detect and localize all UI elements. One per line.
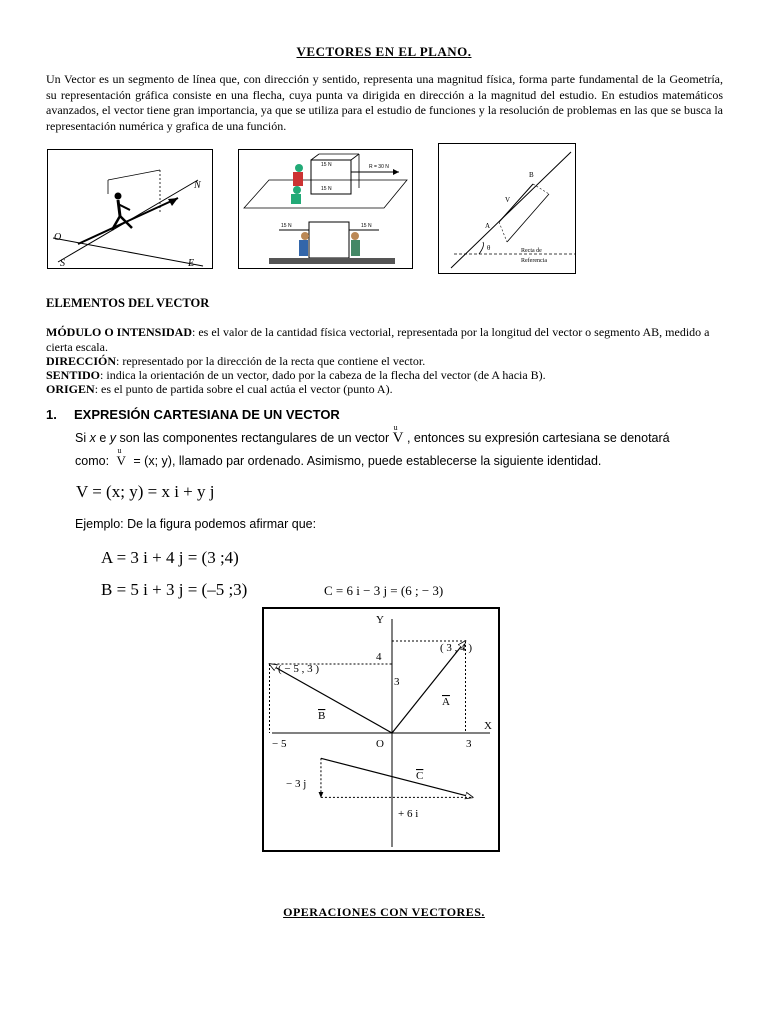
sentido-text: : indica la orientación de un vector, dado por la cabeza de la flecha del vector (de A hacia B). [100, 368, 546, 382]
tick-xneg5: − 5 [272, 738, 287, 750]
section1-line2: como: u V = (x; y), llamado par ordenado. Asimismo, puede establecerse la siguiente identidad. [75, 446, 602, 468]
person2-body [291, 194, 301, 204]
equation-a: A = 3 i + 4 j = (3 ;4) [101, 548, 239, 567]
resultant-head [393, 169, 399, 175]
tick-y4: 4 [376, 651, 382, 663]
label-b: B [529, 171, 534, 179]
figure-vector-reference [438, 143, 576, 274]
section1-title: EXPRESIÓN CARTESIANA DE UN VECTOR [74, 407, 340, 422]
axis-y-label: Y [376, 614, 384, 626]
top-arrow [108, 170, 160, 180]
intro-paragraph: Un Vector es un segmento de línea que, con dirección y sentido, representa una magnitud física, forma parte fundamental de la Geometría, su representación gráfica consiste en una flecha, cuya punta va dirigida en dirección a la magnitud del estudio. En estudios matemáticos avanzados, el vector tiene gran importancia, ya que se utiliza para el estudio de funciones y la resolución de problemas en las que se busca la representación numérica y grafica de una función. [46, 72, 723, 133]
equation-b: B = 5 i + 3 j = (–5 ;3) [101, 580, 248, 599]
vector-graph [262, 607, 500, 852]
walker-compass-drawing [48, 150, 212, 268]
figure-force-people [238, 149, 413, 269]
label-n: N [194, 180, 201, 191]
direccion-definition [46, 354, 726, 369]
vector-v-symbol-1: u V [392, 423, 404, 446]
bottom-box [309, 222, 349, 258]
force-label-4: 15 N [361, 223, 372, 229]
vector-reference-drawing [439, 144, 575, 273]
label-v: V [505, 196, 511, 204]
vector-graph-svg [264, 609, 498, 850]
page-title: VECTORES EN EL PLANO. [296, 44, 472, 59]
walk-vector [78, 198, 178, 244]
person2-head [293, 186, 301, 194]
figure-walker-compass [47, 149, 213, 269]
person1-head [295, 164, 303, 172]
box-edge2 [351, 154, 359, 160]
vector-v-symbol-2: u V [116, 446, 126, 468]
angle-arc [479, 242, 484, 254]
vector-c [321, 758, 473, 797]
section1-heading [46, 407, 340, 422]
person3-head [301, 232, 309, 240]
point-a-label: ( 3 , 4 ) [440, 642, 473, 654]
operations-heading: OPERACIONES CON VECTORES. [283, 905, 485, 919]
person1-body [293, 172, 303, 186]
label-e: E [188, 258, 195, 268]
sentido-definition [46, 368, 726, 383]
tick-y3: 3 [394, 676, 400, 688]
direccion-term: DIRECCIÓN [46, 354, 117, 368]
origin-label: O [376, 738, 384, 750]
person3-body [299, 240, 308, 256]
person4-head [351, 232, 359, 240]
example-text: Ejemplo: De la figura podemos afirmar que: [75, 517, 317, 531]
label-referencia: Referencia [521, 258, 547, 264]
origen-term: ORIGEN [46, 382, 95, 396]
box-edge1 [311, 154, 319, 160]
walker-body [118, 200, 120, 216]
walker-head [115, 193, 122, 200]
label-theta: θ [487, 244, 491, 252]
vector-c-label: C [416, 770, 424, 782]
elements-heading: ELEMENTOS DEL VECTOR [46, 296, 210, 310]
vector-a [392, 641, 466, 733]
direccion-text: : representado por la dirección de la recta que contiene el vector. [116, 354, 426, 368]
label-o: O [54, 232, 62, 243]
origen-definition [46, 382, 726, 397]
offset-tick-b [533, 184, 549, 194]
tick-x3: 3 [466, 738, 472, 750]
identity-formula: V = (x; y) = x i + y j [76, 482, 215, 501]
label-s: S [60, 258, 65, 268]
offset-line [507, 194, 549, 242]
component-neg3j: − 3 j [286, 778, 307, 790]
vector-line [451, 152, 571, 268]
offset-tick-a [499, 222, 507, 242]
equation-c: C = 6 i − 3 j = (6 ; − 3) [324, 583, 444, 598]
force-label-3: 15 N [281, 223, 292, 229]
modulo-text: : es el valor de la cantidad física vectorial, representada por la longitud del vector o segmento AB, medido a cierta escala. [46, 325, 710, 354]
section1-number: 1. [46, 407, 57, 422]
force-people-drawing [239, 150, 412, 268]
force-label-1: 15 N [321, 162, 332, 168]
vector-a-label: A [442, 696, 450, 708]
vector-b-label: B [318, 710, 326, 722]
section1-line1: Si x e y son las componentes rectangulares de un vector u V , entonces su expresión cartesiana se denotará [75, 423, 670, 446]
modulo-definition [46, 325, 726, 354]
component-6i: + 6 i [398, 808, 419, 820]
sentido-term: SENTIDO [46, 368, 101, 382]
origen-text: : es el punto de partida sobre el cual actúa el vector (punto A). [94, 382, 393, 396]
label-recta: Recta de [521, 248, 542, 254]
label-a: A [485, 222, 491, 230]
modulo-term: MÓDULO O INTENSIDAD [46, 325, 193, 339]
force-label-2: 15 N [321, 186, 332, 192]
axis-x-label: X [484, 720, 492, 732]
resultant-label: R = 30 N [369, 164, 389, 170]
ground [269, 258, 395, 264]
walker-leg-right [120, 216, 132, 228]
person4-body [351, 240, 360, 256]
point-b-label: ( − 5 , 3 ) [278, 663, 320, 675]
